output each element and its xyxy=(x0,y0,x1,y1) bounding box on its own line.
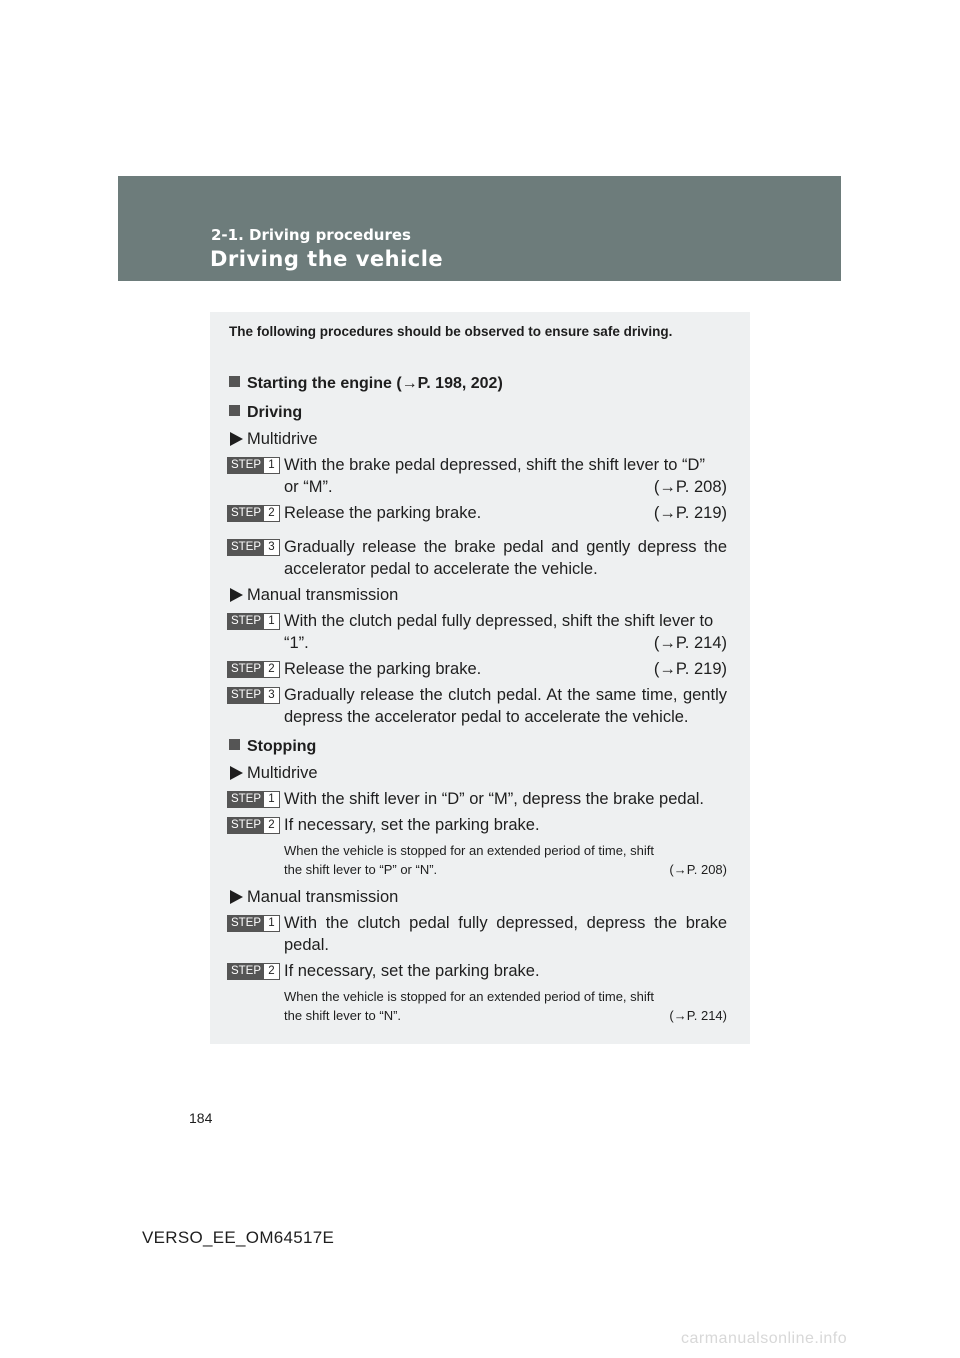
step-badge-label: STEP xyxy=(228,688,264,703)
step-badge xyxy=(227,661,280,678)
step-badge xyxy=(227,457,280,474)
page-reference: (→P. 214) xyxy=(653,634,727,652)
step-badge xyxy=(227,505,280,522)
triangle-bullet-icon xyxy=(230,432,243,446)
procedure-panel xyxy=(210,312,750,1044)
page-reference: (→P. 208) xyxy=(669,862,727,877)
step-text: With the clutch pedal fully depressed, depress the brake pedal. xyxy=(284,914,727,954)
step-badge-number: 1 xyxy=(268,615,275,627)
step-badge xyxy=(227,915,280,932)
step-badge-number: 2 xyxy=(268,507,275,519)
subheading-multidrive xyxy=(230,428,750,450)
heading-driving xyxy=(229,402,750,424)
heading-text: Driving xyxy=(247,404,303,421)
subheading-text: Manual transmission xyxy=(247,586,399,604)
note-text-continued xyxy=(284,1006,727,1025)
step-badge-label: STEP xyxy=(228,506,264,521)
square-bullet-icon xyxy=(229,405,240,416)
subheading-text: Multidrive xyxy=(247,430,318,448)
triangle-bullet-icon xyxy=(230,588,243,602)
page-reference: (→P. 214) xyxy=(669,1008,727,1023)
square-bullet-icon xyxy=(229,376,240,387)
page-title: Driving the vehicle xyxy=(210,247,444,271)
step-text: With the brake pedal depressed, shift the shift lever to “D” xyxy=(284,456,705,474)
page-number: 184 xyxy=(189,1110,213,1126)
note-text-continued xyxy=(284,860,727,879)
note-text: the shift lever to “N”. xyxy=(284,1008,402,1023)
subheading-text: Multidrive xyxy=(247,764,318,782)
step-text: or “M”. xyxy=(284,478,333,496)
section-label: 2-1. Driving procedures xyxy=(211,226,411,244)
step-badge-label: STEP xyxy=(228,792,264,807)
step-text: “1”. xyxy=(284,634,309,652)
step-badge xyxy=(227,613,280,630)
step-badge-number: 1 xyxy=(268,917,275,929)
heading-stopping xyxy=(229,736,750,758)
step-badge-label: STEP xyxy=(228,964,264,979)
step-badge-number: 3 xyxy=(268,541,275,553)
step-badge-label: STEP xyxy=(228,458,264,473)
step-badge-number: 2 xyxy=(268,819,275,831)
document-code: VERSO_EE_OM64517E xyxy=(142,1228,335,1247)
step-text: Gradually release the brake pedal and gently depress the accelerator pedal to accelerate the vehicle. xyxy=(284,538,727,578)
note-text: When the vehicle is stopped for an extended period of time, shift xyxy=(284,843,654,858)
step-badge-label: STEP xyxy=(228,614,264,629)
step-badge xyxy=(227,687,280,704)
chapter-header-bar xyxy=(118,176,841,281)
step-badge-number: 3 xyxy=(268,689,275,701)
step-badge-label: STEP xyxy=(228,818,264,833)
page-reference: (→P. 208) xyxy=(653,478,727,496)
step-text: If necessary, set the parking brake. xyxy=(284,962,540,980)
step-text: With the clutch pedal fully depressed, shift the shift lever to xyxy=(284,612,714,630)
subheading-manual-transmission xyxy=(230,886,750,908)
watermark: carmanualsonline.info xyxy=(681,1330,848,1347)
page-reference: (→P. 219) xyxy=(653,660,727,678)
step-text: Release the parking brake. xyxy=(284,660,482,678)
square-bullet-icon xyxy=(229,739,240,750)
step-text: With the shift lever in “D” or “M”, depress the brake pedal. xyxy=(284,790,704,808)
subheading-manual-transmission xyxy=(230,584,750,606)
heading-starting-engine xyxy=(229,373,750,395)
step-badge-number: 2 xyxy=(268,663,275,675)
step-badge xyxy=(227,791,280,808)
step-badge-label: STEP xyxy=(228,916,264,931)
triangle-bullet-icon xyxy=(230,766,243,780)
heading-text: Starting the engine (→P. 198, 202) xyxy=(247,375,503,392)
step-badge-number: 1 xyxy=(268,459,275,471)
step-badge xyxy=(227,539,280,556)
step-badge-number: 1 xyxy=(268,793,275,805)
heading-text: Stopping xyxy=(247,738,317,755)
page-reference: (→P. 219) xyxy=(653,504,727,522)
step-badge xyxy=(227,963,280,980)
step-text: Release the parking brake. xyxy=(284,504,482,522)
step-badge-label: STEP xyxy=(228,662,264,677)
step-text: Gradually release the clutch pedal. At the same time, gently depress the accelerator pedal to accelerate the vehicle. xyxy=(284,686,727,726)
note-text: the shift lever to “P” or “N”. xyxy=(284,862,438,877)
note-text: When the vehicle is stopped for an extended period of time, shift xyxy=(284,989,654,1004)
subheading-multidrive xyxy=(230,762,750,784)
step-badge-label: STEP xyxy=(228,540,264,555)
step-text: If necessary, set the parking brake. xyxy=(284,816,540,834)
step-badge-number: 2 xyxy=(268,965,275,977)
triangle-bullet-icon xyxy=(230,890,243,904)
subheading-text: Manual transmission xyxy=(247,888,399,906)
step-badge xyxy=(227,817,280,834)
intro-text: The following procedures should be observed to ensure safe driving. xyxy=(229,324,673,339)
